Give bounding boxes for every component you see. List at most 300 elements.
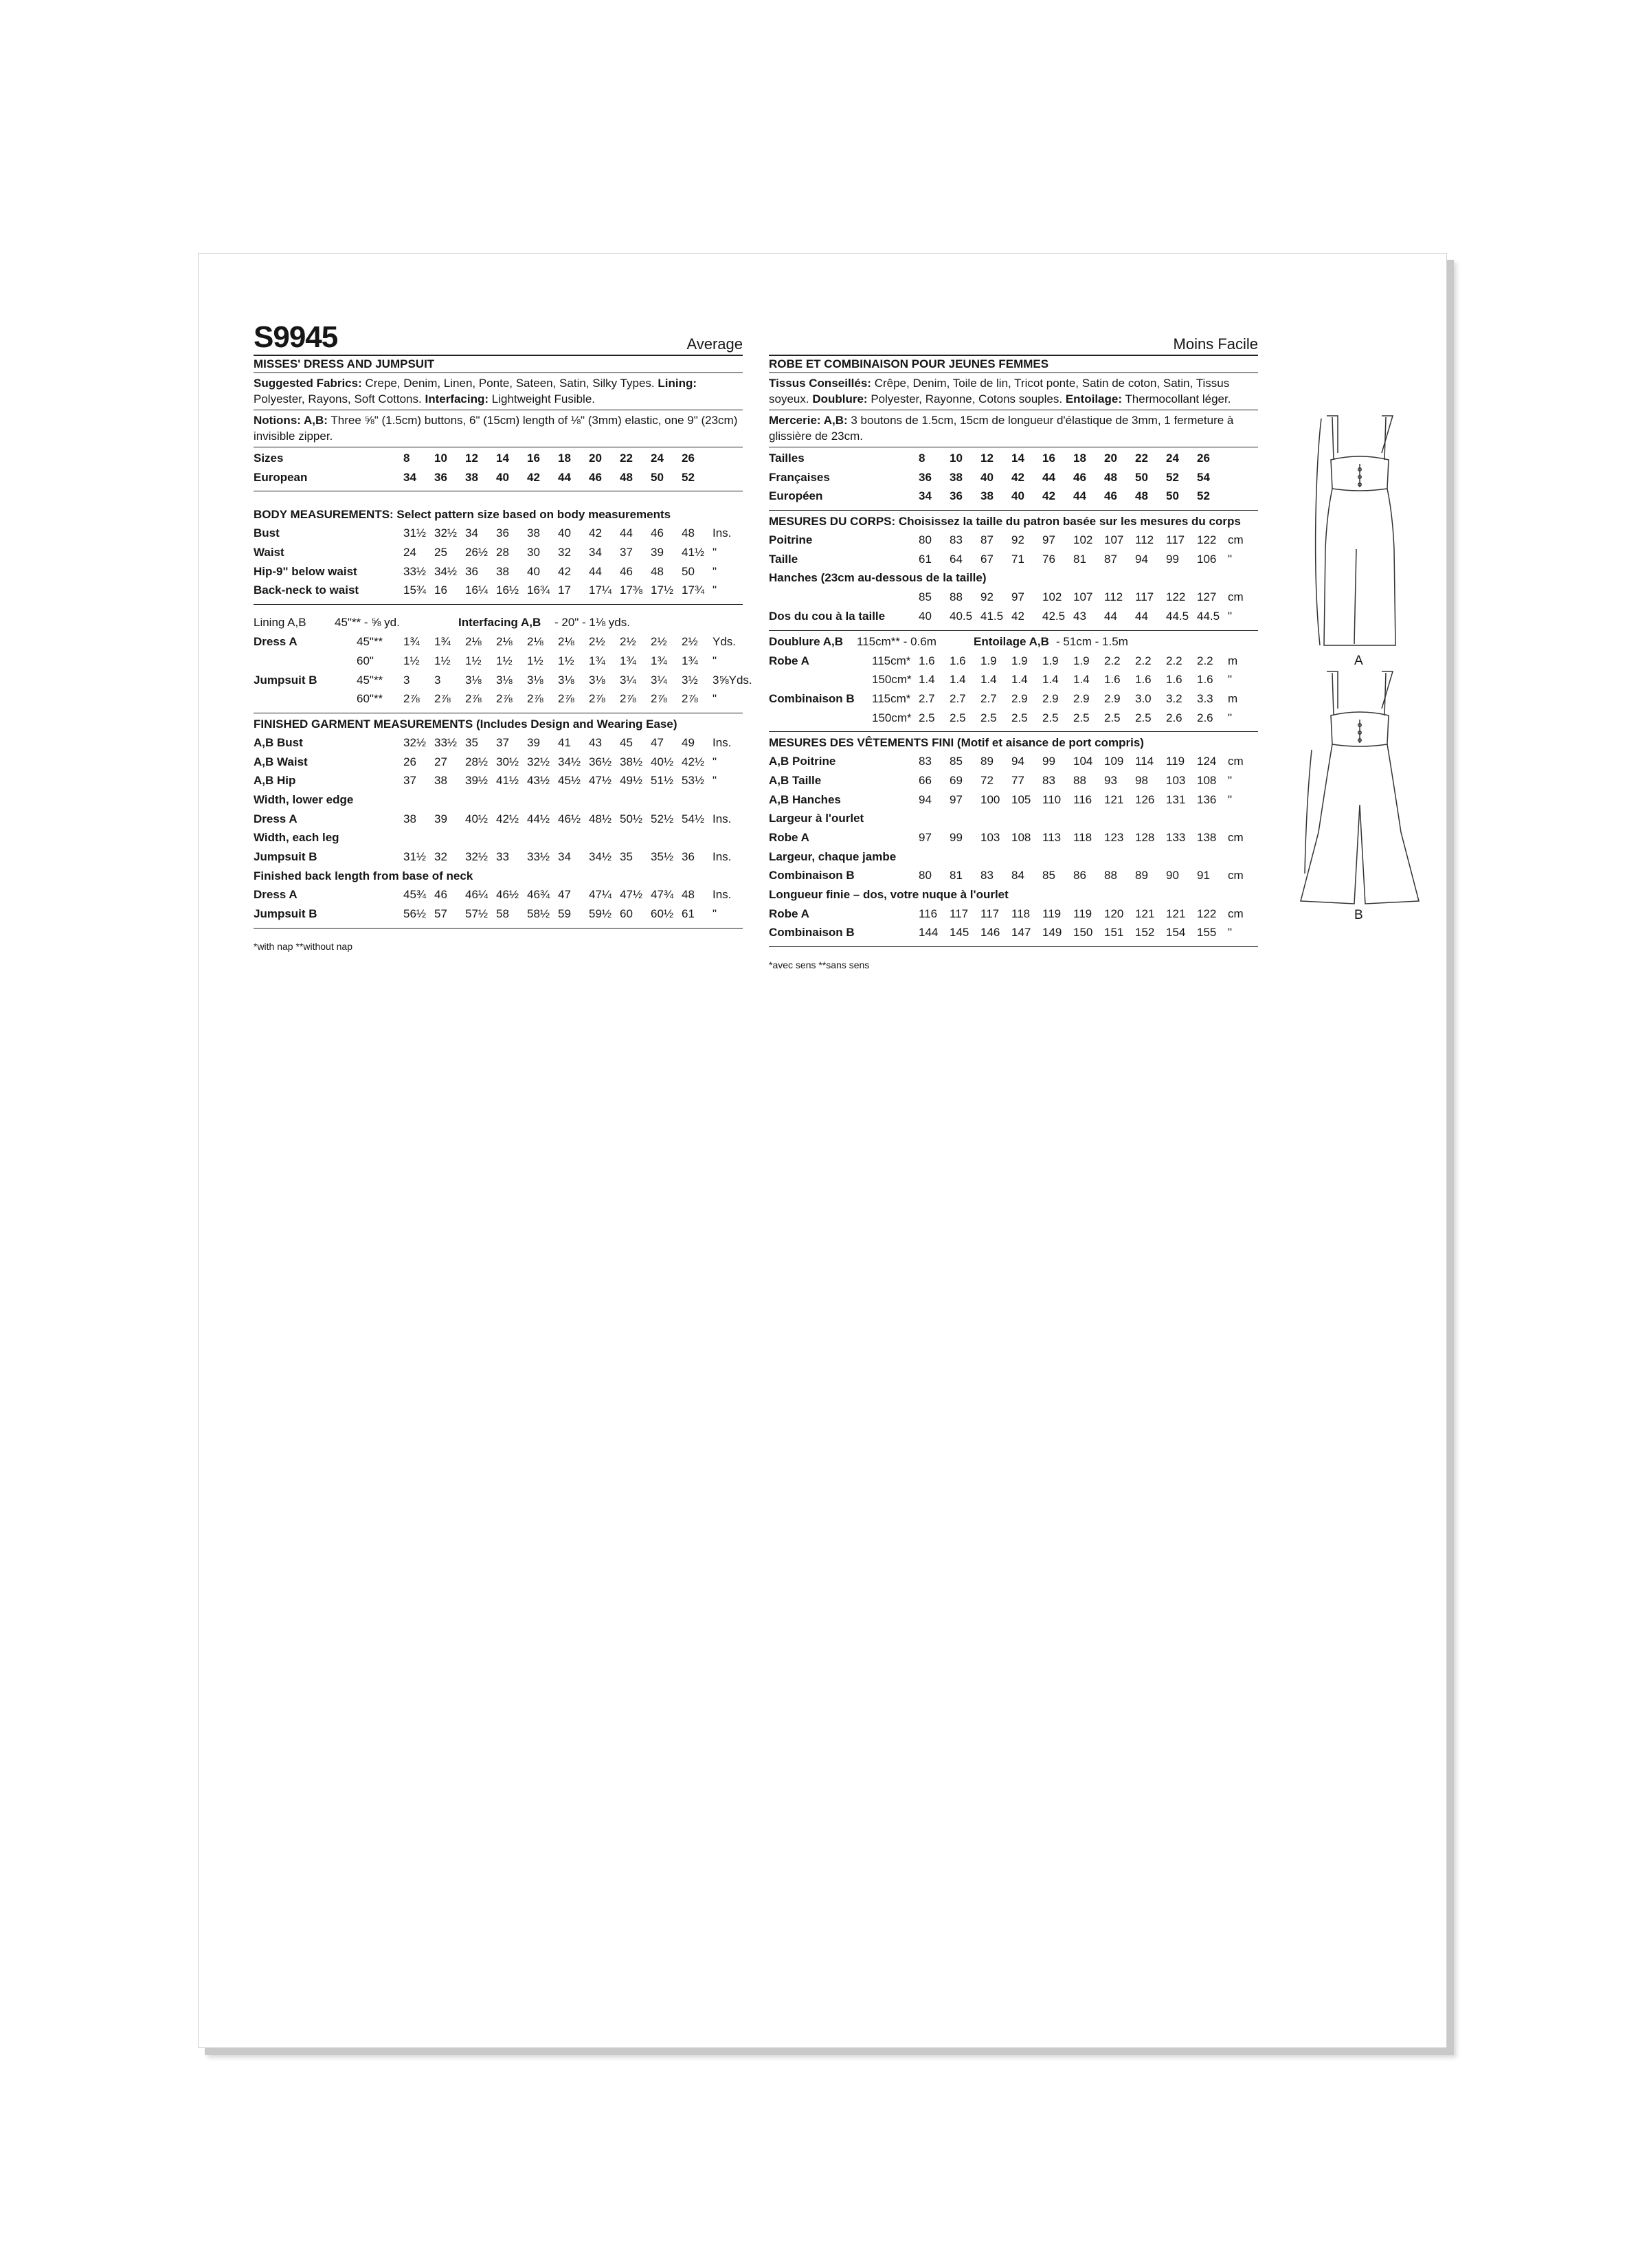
- fabric-width: 150cm*: [872, 673, 912, 687]
- table-subheading: [254, 867, 743, 886]
- table-row: [769, 866, 1258, 885]
- view-b-label: B: [1354, 908, 1363, 922]
- unit-cell: ": [713, 907, 717, 921]
- row-label: Dress A: [254, 888, 298, 902]
- row-label: Jumpsuit B: [254, 907, 317, 921]
- table-cell: 1.9: [1011, 654, 1028, 667]
- table-subheading: [769, 809, 1258, 828]
- table-row: [254, 771, 743, 790]
- table-row: [254, 652, 743, 671]
- finished-measurements-table-fr: [769, 752, 1258, 942]
- row-label: Jumpsuit B: [254, 673, 317, 687]
- table-cell: 51½: [651, 774, 674, 788]
- row-label: A,B Taille: [769, 773, 822, 787]
- table-cell: 52: [682, 470, 695, 484]
- table-cell: 1.6: [1104, 673, 1121, 687]
- table-row: [254, 733, 743, 753]
- table-cell: 1.9: [1073, 654, 1090, 667]
- table-cell: 155: [1197, 926, 1217, 940]
- table-cell: 42: [1042, 489, 1055, 503]
- table-cell: 2.7: [919, 691, 935, 705]
- unit-cell: cm: [1228, 590, 1244, 604]
- unit-cell: ": [713, 692, 717, 706]
- table-cell: 43: [589, 735, 602, 749]
- table-cell: 42½: [496, 812, 519, 825]
- table-cell: 99: [1042, 755, 1055, 768]
- unit-cell: Ins.: [713, 812, 732, 825]
- table-cell: 16¼: [465, 583, 489, 597]
- table-cell: 16½: [496, 583, 519, 597]
- table-cell: 34: [589, 546, 602, 559]
- table-cell: 102: [1042, 590, 1062, 604]
- table-cell: 3.3: [1197, 691, 1213, 705]
- table-cell: 37: [403, 774, 416, 788]
- table-cell: 48: [651, 564, 664, 578]
- unit-cell: m: [1228, 691, 1238, 705]
- table-cell: 2⅞: [465, 692, 482, 706]
- table-cell: 81: [950, 869, 963, 882]
- row-label: Width, each leg: [254, 831, 339, 845]
- table-cell: 108: [1197, 773, 1217, 787]
- yardage-table: [254, 632, 752, 709]
- table-cell: 103: [1166, 773, 1186, 787]
- unit-cell: m: [1228, 654, 1238, 667]
- table-cell: 48: [682, 526, 695, 540]
- table-cell: 47¾: [651, 888, 674, 902]
- finished-measurements-title-fr: MESURES DES VÊTEMENTS FINI (Motif et aisance de port compris): [769, 736, 1144, 750]
- table-cell: 1.6: [1197, 673, 1213, 687]
- table-cell: 42: [1011, 470, 1024, 484]
- table-subheading: [769, 847, 1258, 867]
- table-cell: 34½: [558, 755, 581, 768]
- table-cell: 1¾: [620, 654, 636, 667]
- fabric-width: 45"**: [357, 635, 383, 649]
- table-cell: 1.6: [950, 654, 966, 667]
- table-cell: 127: [1197, 590, 1217, 604]
- yardage-head: [254, 613, 743, 632]
- table-subheading: [254, 828, 743, 847]
- table-cell: 35: [620, 850, 633, 863]
- table-cell: 94: [919, 792, 932, 806]
- table-cell: 128: [1135, 831, 1155, 844]
- table-cell: 98: [1135, 773, 1148, 787]
- table-row: [254, 468, 743, 487]
- body-measurements-table-fr: [769, 531, 1258, 625]
- body-measurements-title: BODY MEASUREMENTS: Select pattern size based on body measurements: [254, 508, 671, 522]
- table-cell: 92: [1011, 533, 1024, 547]
- table-cell: 25: [434, 546, 447, 559]
- table-cell: 60½: [651, 907, 674, 921]
- table-cell: 32½: [465, 850, 489, 863]
- row-label: Robe A: [769, 907, 809, 920]
- row-label: Robe A: [769, 831, 809, 844]
- fabric-width: 115cm*: [872, 691, 911, 705]
- body-measurements-table: [254, 524, 743, 600]
- fabric-width: 60": [357, 654, 374, 667]
- table-cell: 2.5: [919, 711, 935, 724]
- table-cell: 32½: [527, 755, 550, 768]
- table-cell: 40: [919, 609, 932, 623]
- table-cell: 30½: [496, 755, 519, 768]
- table-cell: 136: [1197, 792, 1217, 806]
- table-cell: 17½: [651, 583, 674, 597]
- table-cell: 44: [1042, 470, 1055, 484]
- finished-measurements-fr: [769, 732, 1258, 947]
- table-cell: 77: [1011, 773, 1024, 787]
- table-row: [769, 449, 1258, 468]
- table-cell: 94: [1135, 552, 1148, 566]
- unit-cell: Ins.: [713, 526, 732, 540]
- unit-cell: 3⅝Yds.: [713, 673, 752, 687]
- table-cell: 42: [527, 470, 540, 484]
- table-cell: 38: [403, 812, 416, 825]
- table-cell: 120: [1104, 907, 1124, 920]
- table-cell: 2.6: [1166, 711, 1182, 724]
- table-cell: 3⅛: [589, 673, 605, 687]
- table-row: [254, 632, 743, 652]
- table-cell: 152: [1135, 926, 1155, 940]
- table-cell: 26½: [465, 546, 489, 559]
- unit-cell: Ins.: [713, 850, 732, 863]
- table-cell: 40: [1011, 489, 1024, 503]
- table-cell: 50: [1166, 489, 1179, 503]
- table-cell: 80: [919, 533, 932, 547]
- table-cell: 32: [558, 546, 571, 559]
- dress-a-drawing: [1316, 416, 1395, 645]
- table-cell: 38: [434, 774, 447, 788]
- table-cell: 2.5: [980, 711, 997, 724]
- table-cell: 91: [1197, 869, 1210, 882]
- table-cell: 52½: [651, 812, 674, 825]
- table-cell: 14: [496, 452, 509, 465]
- table-cell: 10: [950, 452, 963, 465]
- table-cell: 1.4: [950, 673, 966, 687]
- table-cell: 2.5: [950, 711, 966, 724]
- table-cell: 88: [950, 590, 963, 604]
- table-cell: 35: [465, 735, 478, 749]
- table-cell: 15¾: [403, 583, 427, 597]
- table-row: [769, 923, 1258, 942]
- table-cell: 38: [496, 564, 509, 578]
- table-cell: 2⅞: [434, 692, 451, 706]
- unit-cell: ": [1228, 609, 1233, 623]
- table-row: [254, 753, 743, 772]
- table-cell: 69: [950, 773, 963, 787]
- table-cell: 17⅜: [620, 583, 643, 597]
- table-cell: 108: [1011, 831, 1031, 844]
- fabrics-text: Crepe, Denim, Linen, Ponte, Sateen, Satin, Silky Types.: [361, 377, 658, 390]
- table-cell: 81: [1073, 552, 1086, 566]
- table-cell: 59½: [589, 907, 612, 921]
- table-cell: 2.5: [1042, 711, 1059, 724]
- table-cell: 2⅞: [496, 692, 513, 706]
- table-cell: 2.5: [1104, 711, 1121, 724]
- table-cell: 35½: [651, 850, 674, 863]
- table-cell: 83: [1042, 773, 1055, 787]
- table-cell: 2⅞: [403, 692, 420, 706]
- table-cell: 113: [1042, 831, 1062, 844]
- table-cell: 17¼: [589, 583, 612, 597]
- table-cell: 41: [558, 735, 571, 749]
- unit-cell: ": [713, 564, 717, 578]
- table-subheading: [769, 885, 1258, 904]
- table-cell: 47: [651, 735, 664, 749]
- body-measurements-title-fr: MESURES DU CORPS: Choisissez la taille du patron basée sur les mesures du corps: [769, 515, 1241, 529]
- table-cell: 46: [589, 470, 602, 484]
- table-cell: 110: [1042, 792, 1062, 806]
- jumpsuit-b-drawing: [1301, 671, 1419, 904]
- row-label: A,B Hip: [254, 774, 296, 788]
- body-measurements: [254, 504, 743, 605]
- table-cell: 123: [1104, 831, 1124, 844]
- unit-cell: cm: [1228, 831, 1244, 844]
- table-cell: 90: [1166, 869, 1179, 882]
- table-cell: 1¾: [682, 654, 698, 667]
- table-cell: 40½: [651, 755, 674, 768]
- table-cell: 97: [1011, 590, 1024, 604]
- table-cell: 87: [1104, 552, 1117, 566]
- table-cell: 36: [465, 564, 478, 578]
- table-cell: 33½: [403, 564, 427, 578]
- unit-cell: Ins.: [713, 735, 732, 749]
- table-row: [769, 689, 1258, 709]
- table-cell: 1.6: [1135, 673, 1152, 687]
- table-cell: 1.4: [919, 673, 935, 687]
- table-cell: 138: [1197, 831, 1217, 844]
- header: [254, 321, 743, 356]
- unit-cell: ": [1228, 711, 1233, 724]
- table-cell: 146: [980, 926, 1000, 940]
- notions-text: Three ⅝" (1.5cm) buttons, 6" (15cm) length of ⅛" (3mm) elastic, one 9" (23cm) invisible zipper.: [254, 414, 738, 443]
- table-cell: 60: [620, 907, 633, 921]
- table-row: [769, 487, 1258, 506]
- table-cell: 33: [496, 850, 509, 863]
- table-cell: 2⅛: [496, 635, 513, 649]
- table-cell: 97: [919, 831, 932, 844]
- table-cell: 18: [1073, 452, 1086, 465]
- row-label: Width, lower edge: [254, 792, 354, 806]
- table-row: [769, 468, 1258, 487]
- table-cell: 41.5: [980, 609, 1004, 623]
- pattern-title: MISSES' DRESS AND JUMPSUIT: [254, 356, 743, 373]
- table-cell: 34: [403, 470, 416, 484]
- table-cell: 2½: [620, 635, 636, 649]
- row-label: Jumpsuit B: [254, 850, 317, 863]
- table-cell: 2½: [589, 635, 605, 649]
- table-cell: 53½: [682, 774, 705, 788]
- table-cell: 31½: [403, 526, 427, 540]
- table-cell: 76: [1042, 552, 1055, 566]
- table-cell: 119: [1073, 907, 1092, 920]
- table-cell: 117: [980, 907, 1000, 920]
- table-cell: 133: [1166, 831, 1186, 844]
- table-cell: 42: [1011, 609, 1024, 623]
- table-cell: 102: [1073, 533, 1093, 547]
- table-cell: 48: [1135, 489, 1148, 503]
- table-cell: 40½: [465, 812, 489, 825]
- table-cell: 45: [620, 735, 633, 749]
- table-cell: 34: [558, 850, 571, 863]
- unit-cell: ": [1228, 552, 1233, 566]
- table-row: [769, 828, 1258, 847]
- fabric-width: 45"**: [357, 673, 383, 687]
- table-cell: 28½: [465, 755, 489, 768]
- finished-measurements-table: [254, 733, 743, 924]
- table-cell: 3.0: [1135, 691, 1152, 705]
- table-cell: 107: [1104, 533, 1124, 547]
- table-cell: 112: [1104, 590, 1123, 604]
- table-row: [254, 689, 743, 709]
- table-cell: 2.6: [1197, 711, 1213, 724]
- unit-cell: ": [713, 654, 717, 667]
- lining-head-fr: Doublure A,B: [769, 634, 843, 648]
- table-cell: 48: [682, 888, 695, 902]
- table-cell: 2.5: [1011, 711, 1028, 724]
- table-cell: 80: [919, 869, 932, 882]
- table-cell: 97: [1042, 533, 1055, 547]
- fabric-width: 150cm*: [872, 711, 912, 724]
- unit-cell: cm: [1228, 533, 1244, 547]
- table-row: [254, 581, 743, 600]
- table-row: [769, 771, 1258, 790]
- table-cell: 2⅛: [465, 635, 482, 649]
- table-cell: 1½: [496, 654, 513, 667]
- table-cell: 2.9: [1042, 691, 1059, 705]
- row-label: Taille: [769, 552, 798, 566]
- table-cell: 117: [1166, 533, 1185, 547]
- fabrics-label: Suggested Fabrics:: [254, 377, 362, 390]
- table-cell: 30: [527, 546, 540, 559]
- table-cell: 18: [558, 452, 571, 465]
- table-cell: 2⅛: [558, 635, 574, 649]
- table-cell: 103: [980, 831, 1000, 844]
- table-cell: 38: [980, 489, 994, 503]
- table-cell: 36½: [589, 755, 612, 768]
- table-cell: 119: [1166, 755, 1185, 768]
- lining-text: Polyester, Rayons, Soft Cottons.: [254, 392, 425, 405]
- table-cell: 42: [558, 564, 571, 578]
- table-cell: 45½: [558, 774, 581, 788]
- table-cell: 104: [1073, 755, 1093, 768]
- table-cell: 61: [919, 552, 932, 566]
- table-row: [769, 790, 1258, 810]
- table-cell: 72: [980, 773, 994, 787]
- table-cell: 12: [980, 452, 994, 465]
- table-cell: 1.9: [980, 654, 997, 667]
- table-cell: 50½: [620, 812, 643, 825]
- table-cell: 32½: [403, 735, 427, 749]
- pattern-title-fr: ROBE ET COMBINAISON POUR JEUNES FEMMES: [769, 356, 1258, 373]
- table-cell: 44: [1073, 489, 1086, 503]
- table-cell: 33½: [527, 850, 550, 863]
- table-cell: 1¾: [651, 654, 667, 667]
- table-cell: 3¼: [620, 673, 636, 687]
- table-cell: 145: [950, 926, 969, 940]
- table-cell: 2.2: [1135, 654, 1152, 667]
- row-label: Sizes: [254, 452, 284, 465]
- unit-cell: Ins.: [713, 888, 732, 902]
- table-cell: 40: [558, 526, 571, 540]
- table-cell: 50: [651, 470, 664, 484]
- table-cell: 1½: [465, 654, 482, 667]
- table-cell: 10: [434, 452, 447, 465]
- unit-cell: ": [1228, 792, 1233, 806]
- table-row: [769, 588, 1258, 607]
- table-row: [254, 449, 743, 468]
- table-cell: 36: [682, 850, 695, 863]
- yardage-table-fr: [769, 652, 1258, 728]
- table-cell: 97: [950, 792, 963, 806]
- table-cell: 86: [1073, 869, 1086, 882]
- interfacing-label-fr: Entoilage:: [1065, 392, 1122, 405]
- table-cell: 84: [1011, 869, 1024, 882]
- french-column: [769, 321, 1258, 972]
- table-row: [254, 847, 743, 867]
- table-cell: 2⅞: [558, 692, 574, 706]
- table-cell: 39: [434, 812, 447, 825]
- row-label: A,B Hanches: [769, 792, 841, 806]
- table-cell: 83: [950, 533, 963, 547]
- table-cell: 44: [1104, 609, 1117, 623]
- table-cell: 64: [950, 552, 963, 566]
- table-cell: 2⅞: [651, 692, 667, 706]
- table-cell: 40: [527, 564, 540, 578]
- table-row: [254, 904, 743, 924]
- table-cell: 149: [1042, 926, 1062, 940]
- table-cell: 151: [1104, 926, 1124, 940]
- table-cell: 1.4: [1073, 673, 1090, 687]
- row-label: A,B Waist: [254, 755, 308, 768]
- unit-cell: Yds.: [713, 635, 737, 649]
- table-cell: 71: [1011, 552, 1024, 566]
- table-cell: 1.4: [980, 673, 997, 687]
- row-label: Combinaison B: [769, 869, 855, 882]
- table-cell: 52: [1166, 470, 1179, 484]
- table-cell: 1½: [527, 654, 543, 667]
- table-cell: 38½: [620, 755, 643, 768]
- table-cell: 59: [558, 907, 571, 921]
- row-label: Dos du cou à la taille: [769, 609, 886, 623]
- table-cell: 2.5: [1073, 711, 1090, 724]
- table-cell: 3¼: [651, 673, 667, 687]
- table-cell: 66: [919, 773, 932, 787]
- table-cell: 40: [496, 470, 509, 484]
- table-cell: 2.2: [1166, 654, 1182, 667]
- table-cell: 124: [1197, 755, 1217, 768]
- table-cell: 44.5: [1197, 609, 1220, 623]
- table-cell: 28: [496, 546, 509, 559]
- fabric-width: 115cm*: [872, 654, 911, 667]
- table-cell: 43½: [527, 774, 550, 788]
- table-cell: 3½: [682, 673, 698, 687]
- lining-head-value-fr: 115cm** - 0.6m: [857, 634, 936, 648]
- table-cell: 85: [919, 590, 932, 604]
- table-cell: 54½: [682, 812, 705, 825]
- table-cell: 89: [980, 755, 994, 768]
- table-cell: 46: [1073, 470, 1086, 484]
- table-cell: 24: [1166, 452, 1179, 465]
- table-cell: 20: [589, 452, 602, 465]
- interfacing-label: Interfacing:: [425, 392, 489, 405]
- table-cell: 117: [950, 907, 969, 920]
- body-measurements-fr: [769, 511, 1258, 630]
- table-cell: 87: [980, 533, 994, 547]
- table-cell: 46½: [496, 888, 519, 902]
- row-label: Longueur finie – dos, votre nuque à l'ourlet: [769, 888, 1009, 902]
- table-cell: 8: [919, 452, 926, 465]
- table-cell: 114: [1135, 755, 1154, 768]
- table-cell: 1¾: [403, 635, 420, 649]
